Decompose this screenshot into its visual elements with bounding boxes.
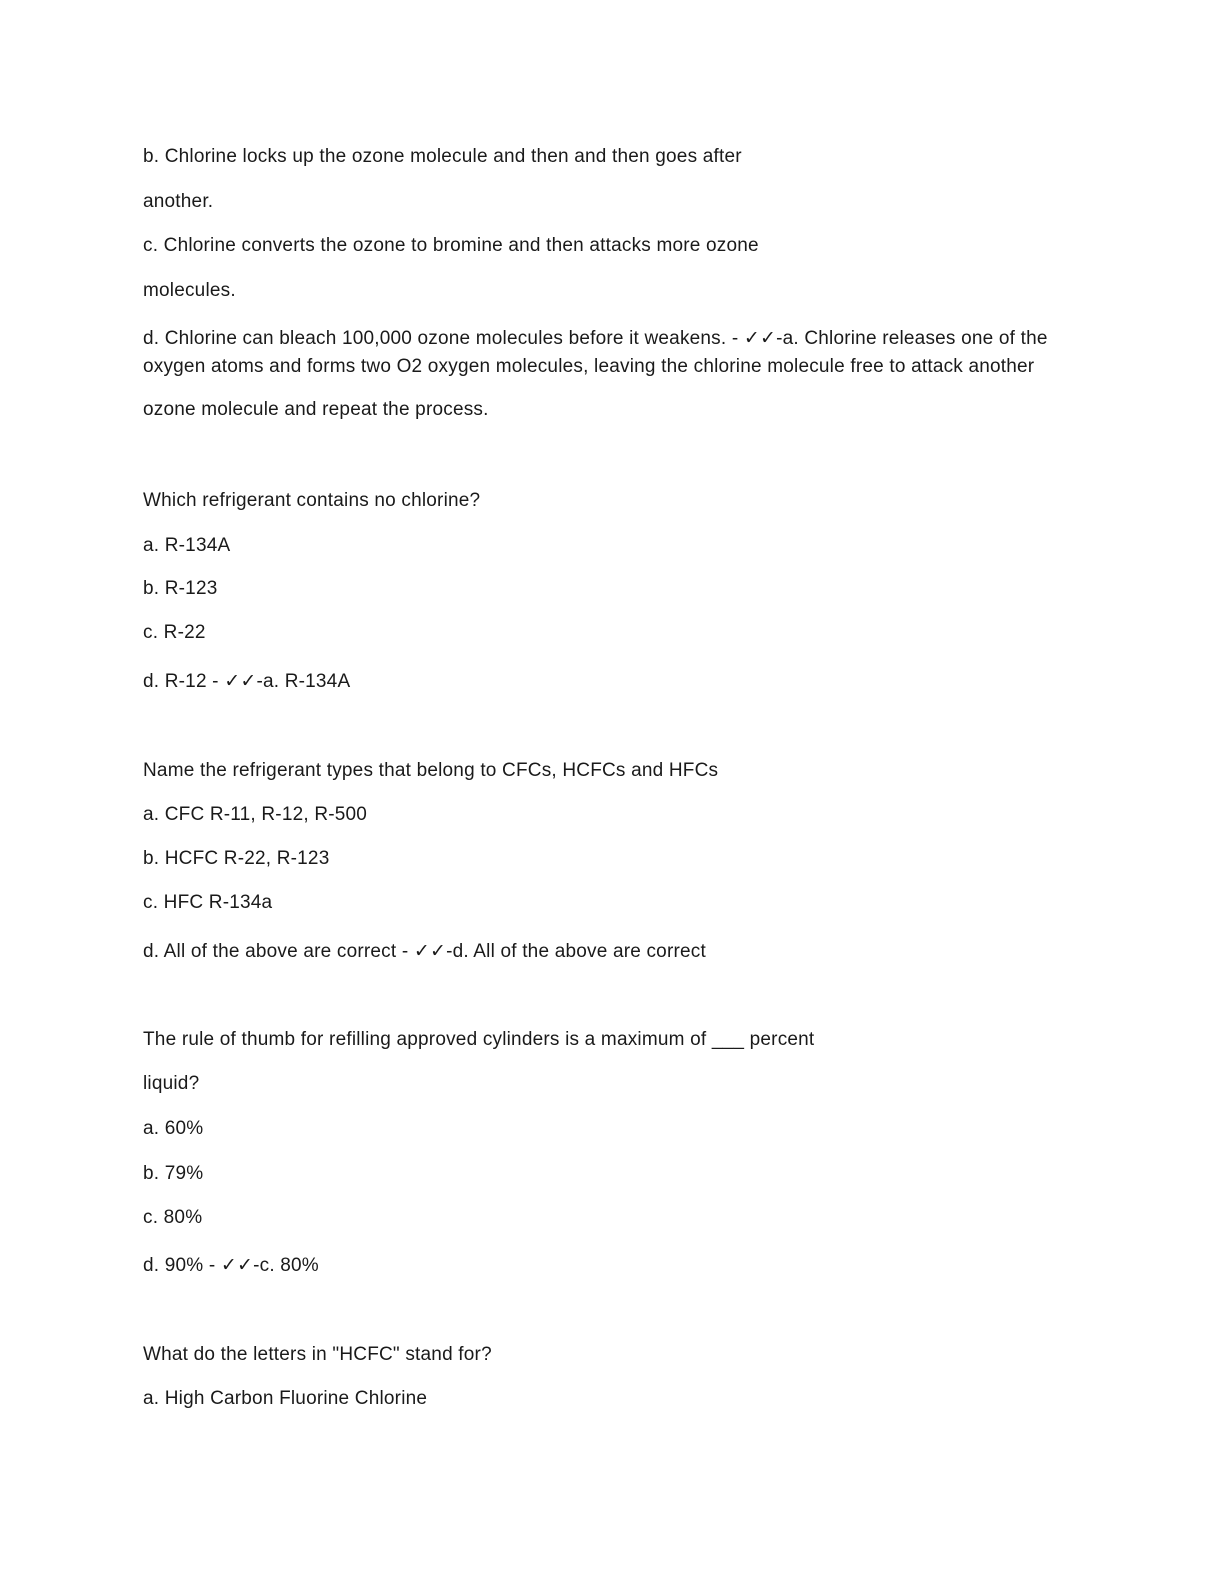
option-b-line-1: b. Chlorine locks up the ozone molecule and then and then goes after	[143, 146, 742, 167]
q2-option-c: c. HFC R-134a	[143, 892, 273, 913]
q2-option-b: b. HCFC R-22, R-123	[143, 848, 330, 869]
q2-option-d-text: d. All of the above are correct -	[143, 941, 414, 962]
double-check-icon: ✓✓	[224, 670, 257, 692]
q2-option-d-answer-line	[143, 939, 706, 964]
q3-option-d-answer-line	[143, 1253, 319, 1278]
q1-answer-text: -a. R-134A	[256, 671, 351, 692]
answer-continuation-line-2: ozone molecule and repeat the process.	[143, 399, 489, 420]
question-cylinder-refill-line-2: liquid?	[143, 1073, 200, 1094]
q3-answer-text: -c. 80%	[253, 1255, 319, 1276]
double-check-icon: ✓✓	[220, 1254, 254, 1276]
option-b-line-2: another.	[143, 191, 214, 212]
option-c-line-2: molecules.	[143, 280, 236, 301]
q3-option-b: b. 79%	[143, 1163, 204, 1184]
q1-option-d-answer-line	[143, 669, 350, 694]
question-refrigerant-no-chlorine: Which refrigerant contains no chlorine?	[143, 490, 481, 511]
double-check-icon: ✓✓	[413, 940, 447, 962]
double-check-icon: ✓✓	[743, 327, 777, 349]
q4-option-a: a. High Carbon Fluorine Chlorine	[143, 1388, 428, 1409]
option-d-answer-line	[143, 326, 1048, 351]
q1-option-c: c. R-22	[143, 622, 206, 643]
q1-option-b: b. R-123	[143, 578, 218, 599]
q2-answer-text: -d. All of the above are correct	[446, 941, 706, 962]
q3-option-a: a. 60%	[143, 1118, 204, 1139]
q3-option-c: c. 80%	[143, 1207, 203, 1228]
question-hcfc-meaning: What do the letters in "HCFC" stand for?	[143, 1344, 492, 1365]
option-d-text: d. Chlorine can bleach 100,000 ozone molecules before it weakens. -	[143, 328, 744, 349]
question-cylinder-refill-line-1: The rule of thumb for refilling approved cylinders is a maximum of ___ percent	[143, 1029, 815, 1050]
q3-option-d-text: d. 90% -	[143, 1255, 221, 1276]
question-refrigerant-types: Name the refrigerant types that belong to CFCs, HCFCs and HFCs	[143, 760, 719, 781]
answer-continuation-line-1: oxygen atoms and forms two O2 oxygen molecules, leaving the chlorine molecule free to attack another	[143, 356, 1035, 377]
q1-option-d-text: d. R-12 -	[143, 671, 225, 692]
answer-text: -a. Chlorine releases one of the	[776, 328, 1048, 349]
option-c-line-1: c. Chlorine converts the ozone to bromine and then attacks more ozone	[143, 235, 759, 256]
q1-option-a: a. R-134A	[143, 535, 231, 556]
q2-option-a: a. CFC R-11, R-12, R-500	[143, 804, 368, 825]
